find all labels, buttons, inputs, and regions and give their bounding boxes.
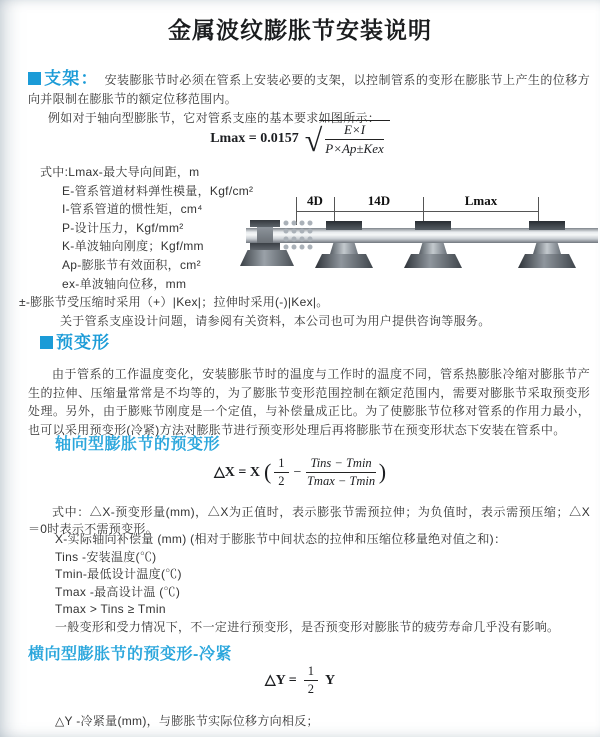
definition-line: Ap-膨胀节有效面积，cm² bbox=[62, 257, 201, 272]
fixed-anchor-support bbox=[236, 192, 300, 278]
support-saddle bbox=[533, 243, 561, 254]
anchor-base bbox=[240, 250, 294, 266]
axial-definitions-list bbox=[55, 531, 585, 637]
half-denominator: 2 bbox=[278, 474, 285, 488]
definition-line: P-设计压力，Kgf/mm² bbox=[62, 220, 184, 235]
predeform-section-heading: 预变形 bbox=[56, 333, 110, 352]
section-square-icon bbox=[28, 72, 41, 85]
formula-lateral bbox=[0, 664, 600, 697]
axial-note-paragraph: 式中：△X-预变形量(mm)，△X为正值时，表示膨张节需预拉伸；为负值时，表示需预压缩；△X＝0时表示不需预变形。 bbox=[28, 505, 590, 536]
support-example-line: 例如对于轴向型膨胀节，它对管系支座的基本要求如图所示： bbox=[48, 111, 381, 125]
paren-open: ( bbox=[263, 458, 272, 484]
support-base bbox=[404, 254, 462, 268]
support-base bbox=[315, 254, 373, 268]
definition-line: ±-膨胀节受压缩时采用（+）|Kex|；拉伸时采用(-)|Kex|。 bbox=[19, 295, 329, 310]
square-root bbox=[305, 120, 390, 157]
axial-definition-line: Tins -安装温度(℃) bbox=[55, 549, 157, 564]
formula-lmax-lhs: Lmax = 0.0157 bbox=[210, 130, 299, 146]
temp-denominator: Tmax − Tmin bbox=[306, 474, 376, 488]
definition-line: E-管系管道材料弹性模量，Kgf/cm² bbox=[62, 183, 254, 198]
support-intro-paragraph bbox=[28, 69, 590, 109]
axial-definition-line: 一般变形和受力情况下，不一定进行预变形，是否预变形对膨胀节的疲劳寿命几乎没有影响。 bbox=[55, 619, 560, 634]
anchor-top-flange bbox=[250, 220, 280, 227]
support-section-heading: 支架： bbox=[44, 69, 99, 88]
definition-line: 关于管系支座设计问题，请参阅有关资料，本公司也可为用户提供咨询等服务。 bbox=[60, 313, 491, 328]
section-square-icon bbox=[40, 336, 53, 349]
half-numerator: 1 bbox=[274, 456, 288, 473]
formula-lmax bbox=[0, 120, 600, 157]
support-clamp bbox=[529, 221, 565, 230]
pipe-support bbox=[401, 192, 465, 278]
definition-line: 式中:Lmax-最大导向间距，m bbox=[40, 165, 200, 179]
support-base bbox=[518, 254, 576, 268]
temp-numerator: Tins − Tmin bbox=[306, 456, 375, 473]
predeform-section-heading-row bbox=[40, 328, 116, 353]
axial-definition-line: X-实际轴向补偿量 (mm) (相对于膨胀节中间状态的拉伸和压缩位移量绝对值之和)： bbox=[55, 532, 507, 546]
fraction-temperature bbox=[306, 456, 375, 489]
sqrt-denominator: P×Ap±Kex bbox=[325, 141, 384, 156]
paren-close: ) bbox=[378, 458, 387, 484]
page-title: 金属波纹膨胀节安装说明 bbox=[168, 17, 432, 43]
fraction-half bbox=[274, 456, 288, 489]
minus-sign: − bbox=[293, 464, 302, 480]
fraction-half-lateral bbox=[304, 664, 318, 697]
half-denominator: 2 bbox=[307, 682, 314, 696]
support-clamp bbox=[415, 221, 451, 230]
support-saddle bbox=[419, 243, 447, 254]
anchor-bottom-flange bbox=[250, 243, 280, 250]
pipe-support bbox=[515, 192, 579, 278]
sqrt-numerator: E×I bbox=[325, 122, 384, 140]
sqrt-fraction bbox=[319, 120, 390, 157]
definition-line: ex-单波轴向位移，mm bbox=[62, 276, 187, 291]
axial-subheading: 轴向型膨胀节的预变形 bbox=[55, 436, 221, 453]
predeform-paragraph: 由于管系的工作温度变化，安装膨胀节时的温度与工作时的温度不同，管系热膨胀冷缩对膨胀节产生的拉伸、压缩量常常是不均等的，为了膨胀节变形范围控制在额定范围内，需要对膨胀节采取预变形处理。另外，由于膨账节刚度是一个定值，与补偿量成正比。为了使膨胀节位移对管系的作用力最小，也可以采用预变形(冷紧)方法对膨胀节进行预变形处理后再将膨胀节在预变形状态下安装在管系中。 bbox=[28, 367, 590, 437]
formula-axial-lhs: △X = X bbox=[213, 465, 260, 480]
lateral-subheading: 横向型膨胀节的预变形-冷紧 bbox=[28, 646, 232, 663]
pipe-support-diagram bbox=[236, 192, 600, 278]
anchor-web bbox=[257, 227, 273, 243]
dim-label-lmax: Lmax bbox=[464, 193, 498, 208]
dim-label-14d: 14D bbox=[367, 193, 391, 208]
half-numerator: 1 bbox=[304, 664, 318, 681]
formula-lateral-rhs: Y bbox=[324, 672, 336, 688]
radical-sign-icon: √ bbox=[304, 121, 323, 158]
lateral-note-line: △Y -冷紧量(mm)，与膨胀节实际位移方向相反； bbox=[55, 714, 319, 728]
support-saddle bbox=[330, 243, 358, 254]
pipe-support bbox=[312, 192, 376, 278]
definition-line: K-单波轴向刚度；Kgf/mm bbox=[62, 239, 204, 254]
support-clamp bbox=[326, 221, 362, 230]
dim-label-4d: 4D bbox=[307, 193, 323, 208]
support-intro-text: 安装膨胀节时必须在管系上安装必要的支架，以控制管系的变形在膨胀节上产生的位移方向并限制在膨胀节的额定位移范围内。 bbox=[28, 73, 591, 106]
axial-definition-line: Tmax -最高设计温 (℃) bbox=[55, 584, 181, 599]
formula-lateral-lhs: △Y = bbox=[264, 673, 297, 688]
axial-definition-line: Tmin-最低设计温度(℃) bbox=[55, 567, 182, 582]
formula-axial bbox=[0, 456, 600, 489]
axial-definition-line: Tmax > Tins ≥ Tmin bbox=[55, 602, 166, 617]
definition-line: I-管系管道的惯性矩，cm⁴ bbox=[62, 202, 203, 217]
